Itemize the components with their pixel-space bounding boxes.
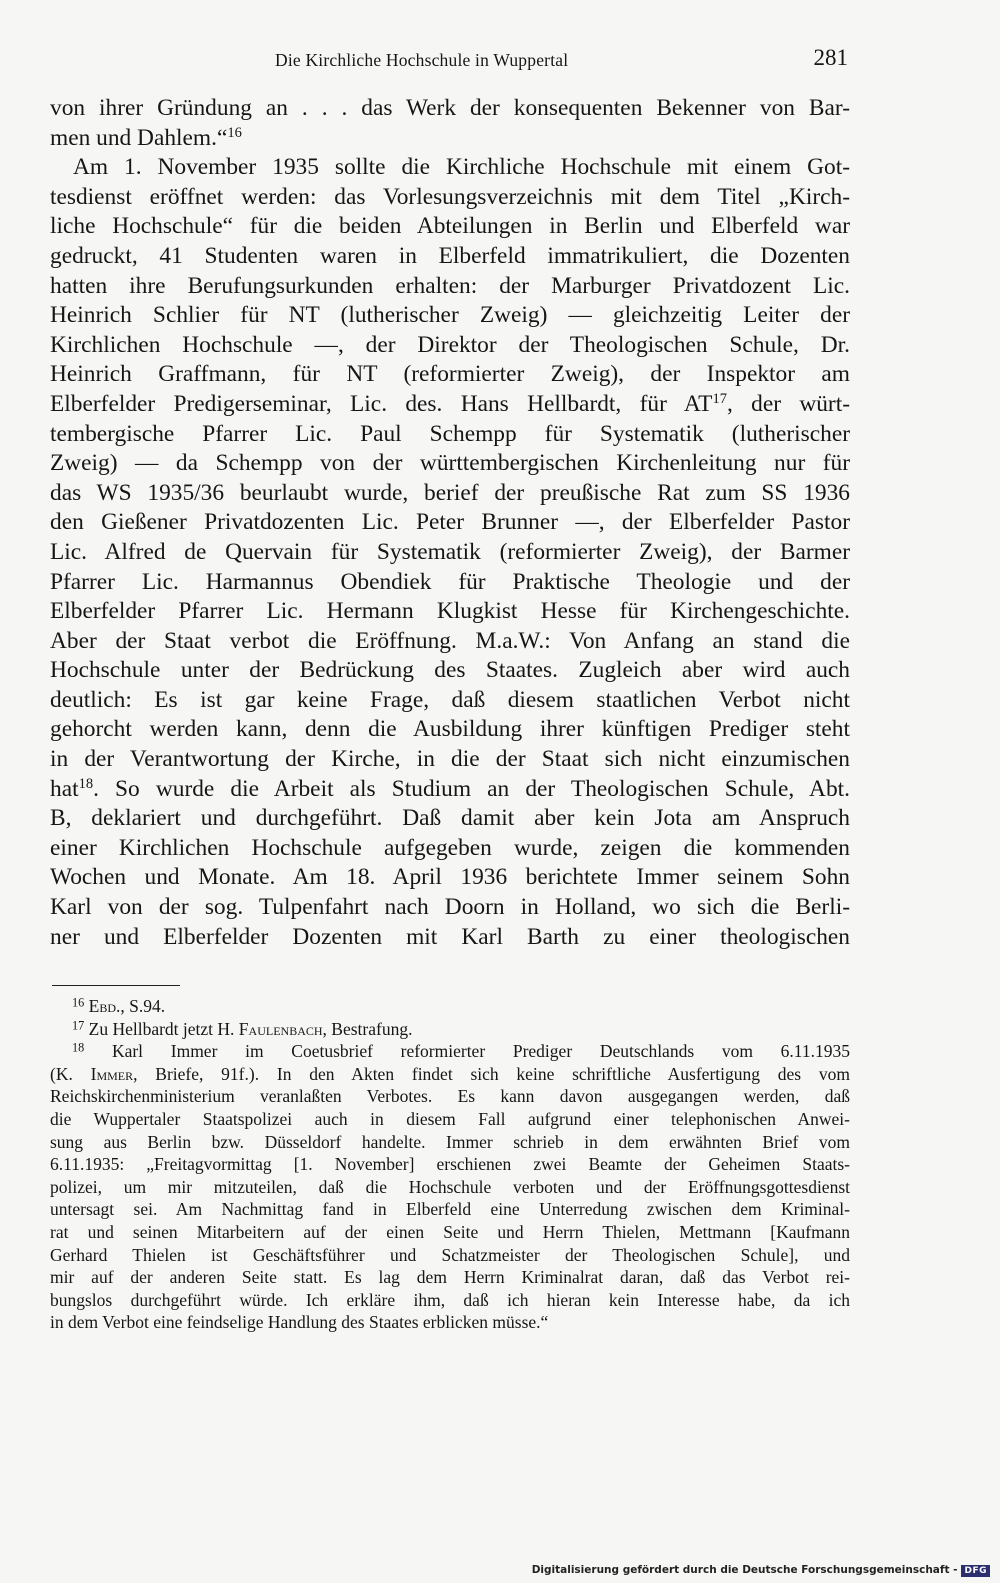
footnote-mark: 18 xyxy=(72,1040,85,1055)
text-line: einer Kirchlichen Hochschule aufgegeben wurde, zeigen die kommenden xyxy=(50,834,850,861)
text-line: Heinrich Graffmann, für NT (reformierter Zweig), der Inspektor am xyxy=(50,361,850,388)
footnote-18-line: bungslos durchgeführt würde. Ich erkläre ihm, daß ich hieran kein Interesse habe, da ich xyxy=(50,1289,850,1310)
footnote-text: Zu Hellbardt jetzt H. xyxy=(88,1018,239,1039)
footnotes xyxy=(50,995,850,1334)
text-line: Wochen und Monate. Am 18. April 1936 berichtete Immer seinem Sohn xyxy=(50,864,850,891)
text-span: men und Dahlem.“ xyxy=(50,124,228,151)
credit-text: Digitalisierung gefördert durch die Deutsche Forschungsgemeinschaft - xyxy=(531,1564,958,1576)
footnote-mark: 17 xyxy=(72,1018,85,1033)
text-line: den Gießener Privatdozenten Lic. Peter Brunner —, der Elberfelder Pastor xyxy=(50,509,850,536)
footnote-ref-18: 18 xyxy=(78,775,94,792)
text-line: gedruckt, 41 Studenten waren in Elberfeld immatrikuliert, die Dozenten xyxy=(50,242,850,269)
footnote-17 xyxy=(50,1018,850,1041)
footnote-18-line: mir auf der anderen Seite statt. Es lag dem Herrn Kriminalrat daran, daß das Verbot rei- xyxy=(50,1267,850,1288)
footnote-ref-17: 17 xyxy=(712,390,727,407)
text-line xyxy=(50,390,850,420)
text-span: , der würt- xyxy=(726,390,850,417)
text-line: in der Verantwortung der Kirche, in die der Staat sich nicht einzumischen xyxy=(50,746,850,773)
footnote-18-line: sung aus Berlin bzw. Düsseldorf handelte. Immer schrieb in dem erwähnten Brief vom xyxy=(50,1131,850,1152)
text-line: Heinrich Schlier für NT (lutherischer Zweig) — gleichzeitig Leiter der xyxy=(50,302,850,329)
text-line: tembergische Pfarrer Lic. Paul Schempp für Systematik (lutherischer xyxy=(50,420,850,447)
text-line: Elberfelder Pfarrer Lic. Hermann Klugkist Hesse für Kirchengeschichte. xyxy=(50,598,850,625)
footnote-18-line xyxy=(50,1040,850,1063)
text-span: Elberfelder Predigerseminar, Lic. des. Hans Hellbardt, für AT xyxy=(50,390,713,417)
footnote-ref-16: 16 xyxy=(227,124,242,141)
text-line: von ihrer Gründung an . . . das Werk der konsequenten Bekenner von Bar- xyxy=(50,95,850,121)
running-head xyxy=(50,45,850,75)
footnote-18-line: polizei, um mir mitzuteilen, daß die Hochschule verboten und der Eröffnungsgottesdienst xyxy=(50,1176,850,1197)
footnote-18-line: 6.11.1935: „Freitagvormittag [1. November] erschienen zwei Beamte der Geheimen Staats- xyxy=(50,1154,850,1175)
text-line: Am 1. November 1935 sollte die Kirchliche Hochschule mit einem Got- xyxy=(73,154,850,181)
footnote-16 xyxy=(50,995,850,1018)
text-line xyxy=(50,124,850,154)
footnote-text: (K. xyxy=(50,1063,91,1084)
text-line: Hochschule unter der Bedrückung des Staates. Zugleich aber wird auch xyxy=(50,657,850,684)
digitization-credit xyxy=(532,1564,990,1577)
text-line: Kirchlichen Hochschule —, der Direktor der Theologischen Schule, Dr. xyxy=(50,331,850,358)
footnote-mark: 16 xyxy=(72,995,85,1010)
text-line: Pfarrer Lic. Harmannus Obendiek für Praktische Theologie und der xyxy=(50,568,850,595)
footnote-18-line: untersagt sei. Am Nachmittag fand in Elberfeld eine Unterredung zwischen dem Kriminal- xyxy=(50,1199,850,1220)
footnote-18-line: rat und seinen Mitarbeitern auf der einen Seite und Herrn Thielen, Mettmann [Kaufmann xyxy=(50,1221,850,1242)
text-line xyxy=(50,775,850,805)
footnote-author: Ebd. xyxy=(88,996,121,1016)
footnote-text: , S.94. xyxy=(120,996,166,1016)
footnote-18-line xyxy=(50,1063,850,1086)
text-line: Karl von der sog. Tulpenfahrt nach Doorn in Holland, wo sich die Berli- xyxy=(50,894,850,921)
footnote-author: Faulenbach xyxy=(238,1018,323,1039)
text-line: Lic. Alfred de Quervain für Systematik (reformierter Zweig), der Barmer xyxy=(50,538,850,565)
footnote-18-line: die Wuppertaler Staatspolizei auch in diesem Fall aufgrund einer telephonischen Anwei- xyxy=(50,1108,850,1129)
page-number: 281 xyxy=(813,45,848,70)
text-line: deutlich: Es ist gar keine Frage, daß diesem staatlichen Verbot nicht xyxy=(50,686,850,713)
text-span: hat xyxy=(50,775,79,802)
footnote-text: , Bestrafung. xyxy=(322,1018,413,1039)
footnote-divider xyxy=(52,985,180,986)
text-line: B, deklariert und durchgeführt. Daß damit aber kein Jota am Anspruch xyxy=(50,805,850,832)
dfg-logo-icon: DFG xyxy=(961,1565,990,1577)
text-span: . So wurde die Arbeit als Studium an der Theologischen Schule, Abt. xyxy=(93,775,850,802)
footnote-text: Karl Immer im Coetusbrief reformierter Prediger Deutschlands vom 6.11.1935 xyxy=(111,1041,850,1062)
text-line: ner und Elberfelder Dozenten mit Karl Barth zu einer theologischen xyxy=(50,923,850,950)
text-line: liche Hochschule“ für die beiden Abteilungen in Berlin und Elberfeld war xyxy=(50,213,850,240)
footnote-author: Immer xyxy=(90,1063,134,1084)
footnote-18-line: Gerhard Thielen ist Geschäftsführer und Schatzmeister der Theologischen Schule], und xyxy=(50,1244,850,1265)
text-line: das WS 1935/36 beurlaubt wurde, berief der preußische Rat zum SS 1936 xyxy=(50,479,850,506)
text-line: tesdienst eröffnet werden: das Vorlesungsverzeichnis mit dem Titel „Kirch- xyxy=(50,183,850,210)
text-line: gehorcht werden kann, denn die Ausbildung ihrer künftigen Prediger steht xyxy=(50,716,850,743)
running-title: Die Kirchliche Hochschule in Wuppertal xyxy=(275,50,569,70)
body-text xyxy=(50,94,850,952)
text-line: hatten ihre Berufungsurkunden erhalten: der Marburger Privatdozent Lic. xyxy=(50,272,850,299)
footnote-text: , Briefe, 91f.). In den Akten findet sich keine schriftliche Ausfertigung des vom xyxy=(133,1063,850,1084)
footnote-18-line: in dem Verbot eine feindselige Handlung des Staates erblicken müsse.“ xyxy=(50,1312,549,1333)
footnote-18-line: Reichskirchenministerium veranlaßten Verbotes. Es kann davon ausgegangen werden, daß xyxy=(50,1086,850,1107)
text-line: Zweig) — da Schempp von der württembergischen Kirchenleitung nur für xyxy=(50,450,850,477)
text-line: Aber der Staat verbot die Eröffnung. M.a.W.: Von Anfang an stand die xyxy=(50,627,850,654)
